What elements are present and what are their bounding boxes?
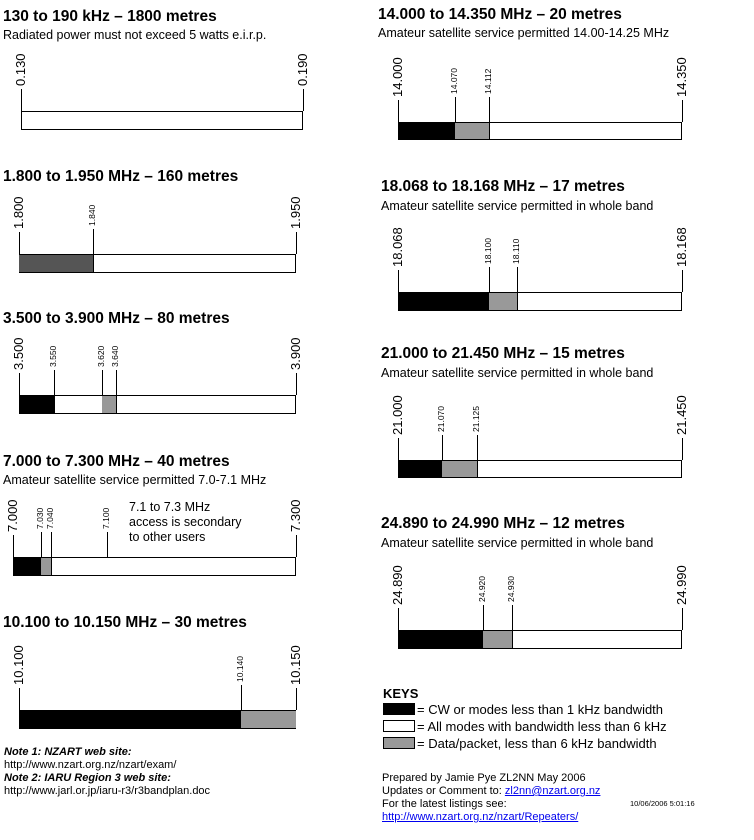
- tick-label: 7.040: [45, 507, 56, 529]
- tick-line: [398, 608, 399, 630]
- tick-line: [241, 685, 242, 710]
- tick-label: 18.100: [483, 238, 494, 264]
- band-segment-data: [442, 461, 478, 477]
- band-segment-cw: [19, 396, 55, 413]
- tick-line: [489, 267, 490, 292]
- note1-url[interactable]: http://www.nzart.org.nz/nzart/exam/: [4, 759, 177, 771]
- tick-label: 14.112: [483, 68, 494, 94]
- band-bar: [398, 630, 682, 649]
- tick-label: 21.000: [389, 395, 405, 435]
- tick-label: 24.930: [506, 576, 517, 602]
- tick-label: 7.030: [35, 507, 46, 529]
- tick-label: 18.110: [511, 238, 522, 264]
- band-title: 7.000 to 7.300 MHz – 40 metres: [3, 453, 230, 470]
- tick-label: 3.500: [10, 337, 26, 370]
- tick-line: [682, 270, 683, 292]
- tick-line: [483, 605, 484, 630]
- prepared-line: Prepared by Jamie Pye ZL2NN May 2006: [382, 772, 586, 784]
- tick-line: [296, 688, 297, 710]
- key-all-swatch: [383, 720, 415, 732]
- note2-label: Note 2: IARU Region 3 web site:: [4, 772, 171, 784]
- band-segment-cw: [398, 123, 456, 139]
- band-subtitle: Amateur satellite service permitted in whole band: [381, 536, 654, 550]
- band-title: 1.800 to 1.950 MHz – 160 metres: [3, 168, 239, 185]
- tick-label: 14.070: [449, 68, 460, 94]
- band-title: 14.000 to 14.350 MHz – 20 metres: [378, 6, 622, 23]
- band-segment-cw: [13, 558, 42, 575]
- band-segment-cw: [398, 631, 484, 648]
- band-subtitle: Amateur satellite service permitted in whole band: [381, 199, 654, 213]
- tick-line: [19, 373, 20, 395]
- tick-label: 7.100: [101, 507, 112, 529]
- key-data-label: = Data/packet, less than 6 kHz bandwidth: [417, 736, 657, 751]
- tick-label: 21.125: [471, 406, 482, 432]
- keys-title: KEYS: [383, 686, 419, 701]
- tick-label: 10.140: [235, 656, 246, 682]
- tick-line: [54, 370, 55, 395]
- notes: [4, 746, 210, 798]
- tick-line: [398, 270, 399, 292]
- tick-line: [51, 532, 52, 557]
- band-segment-data: [489, 293, 518, 310]
- band-subtitle: Radiated power must not exceed 5 watts e.i.r.p.: [3, 28, 267, 42]
- band-note: 7.1 to 7.3 MHz access is secondary to other users: [129, 500, 242, 544]
- tick-label: 21.070: [436, 406, 447, 432]
- tick-line: [296, 373, 297, 395]
- key-all-label: = All modes with bandwidth less than 6 kHz: [417, 719, 667, 734]
- band-title: 3.500 to 3.900 MHz – 80 metres: [3, 310, 230, 327]
- band-segment-dark: [19, 255, 94, 272]
- tick-label: 0.190: [294, 53, 310, 86]
- tick-line: [303, 89, 304, 111]
- tick-line: [517, 267, 518, 292]
- tick-label: 1.800: [10, 196, 26, 229]
- tick-line: [455, 97, 456, 122]
- band-segment-cw: [19, 711, 242, 728]
- band-subtitle: Amateur satellite service permitted in whole band: [381, 366, 654, 380]
- tick-line: [296, 535, 297, 557]
- keys-legend: [383, 686, 667, 752]
- tick-label: 14.350: [673, 57, 689, 97]
- tick-label: 10.150: [287, 645, 303, 685]
- tick-label: 3.550: [48, 345, 59, 367]
- tick-label: 3.620: [96, 345, 107, 367]
- tick-line: [93, 229, 94, 254]
- tick-label: 3.900: [287, 337, 303, 370]
- key-data-swatch: [383, 737, 415, 749]
- band-bar: [398, 122, 682, 140]
- tick-line: [296, 232, 297, 254]
- tick-line: [41, 532, 42, 557]
- key-cw-swatch: [383, 703, 415, 715]
- tick-line: [398, 100, 399, 122]
- tick-label: 21.450: [673, 395, 689, 435]
- tick-line: [102, 370, 103, 395]
- tick-label: 18.168: [673, 227, 689, 267]
- email-link[interactable]: zl2nn@nzart.org.nz: [504, 785, 601, 797]
- band-bar: [19, 395, 296, 414]
- latest-line: For the latest listings see:: [382, 798, 507, 810]
- band-title: 18.068 to 18.168 MHz – 17 metres: [381, 178, 625, 195]
- tick-line: [21, 89, 22, 111]
- tick-label: 3.640: [110, 345, 121, 367]
- note2-url[interactable]: http://www.jarl.or.jp/iaru-r3/r3bandplan.doc: [4, 785, 211, 797]
- tick-line: [116, 370, 117, 395]
- updates-prefix: Updates or Comment to:: [382, 785, 505, 797]
- updates-line: [382, 785, 600, 798]
- tick-label: 10.100: [10, 645, 26, 685]
- band-segment-data: [241, 711, 296, 728]
- tick-label: 0.130: [12, 53, 28, 86]
- tick-line: [398, 438, 399, 460]
- band-title: 10.100 to 10.150 MHz – 30 metres: [3, 614, 247, 631]
- tick-label: 7.300: [287, 499, 303, 532]
- tick-label: 24.890: [389, 565, 405, 605]
- tick-line: [19, 688, 20, 710]
- tick-label: 1.950: [287, 196, 303, 229]
- band-segment-cw: [398, 293, 490, 310]
- band-title: 24.890 to 24.990 MHz – 12 metres: [381, 515, 625, 532]
- tick-line: [682, 438, 683, 460]
- tick-label: 1.840: [87, 204, 98, 226]
- band-bar: [21, 111, 303, 130]
- band-bar: [13, 557, 296, 576]
- band-segment-cw: [398, 461, 443, 477]
- tick-line: [13, 535, 14, 557]
- band-bar: [398, 292, 682, 311]
- band-segment-data: [41, 558, 51, 575]
- tick-line: [682, 608, 683, 630]
- tick-label: 24.920: [477, 576, 488, 602]
- tick-line: [19, 232, 20, 254]
- tick-line: [489, 97, 490, 122]
- band-segment-data: [483, 631, 512, 648]
- tick-label: 18.068: [389, 227, 405, 267]
- repeaters-link[interactable]: http://www.nzart.org.nz/nzart/Repeaters/: [382, 811, 579, 823]
- tick-line: [107, 532, 108, 557]
- band-title: 21.000 to 21.450 MHz – 15 metres: [381, 345, 625, 362]
- band-bar: [398, 460, 682, 478]
- tick-line: [682, 100, 683, 122]
- band-bar: [19, 710, 296, 729]
- band-bar: [19, 254, 296, 273]
- tick-label: 7.000: [4, 499, 20, 532]
- band-subtitle: Amateur satellite service permitted 7.0-7.1 MHz: [3, 473, 267, 487]
- tick-line: [477, 435, 478, 460]
- note1-label: Note 1: NZART web site:: [4, 746, 132, 758]
- key-data: [383, 735, 667, 752]
- band-segment-data: [102, 396, 117, 413]
- prepared-by: [382, 772, 600, 824]
- band-segment-data: [455, 123, 490, 139]
- tick-line: [442, 435, 443, 460]
- tick-line: [512, 605, 513, 630]
- key-cw: [383, 701, 667, 718]
- band-title: 130 to 190 kHz – 1800 metres: [3, 8, 217, 25]
- key-all: [383, 718, 667, 735]
- tick-label: 24.990: [673, 565, 689, 605]
- tick-label: 14.000: [389, 57, 405, 97]
- timestamp: 10/06/2006 5:01:16: [630, 799, 695, 808]
- band-subtitle: Amateur satellite service permitted 14.00-14.25 MHz: [378, 26, 670, 40]
- key-cw-label: = CW or modes less than 1 kHz bandwidth: [417, 702, 664, 717]
